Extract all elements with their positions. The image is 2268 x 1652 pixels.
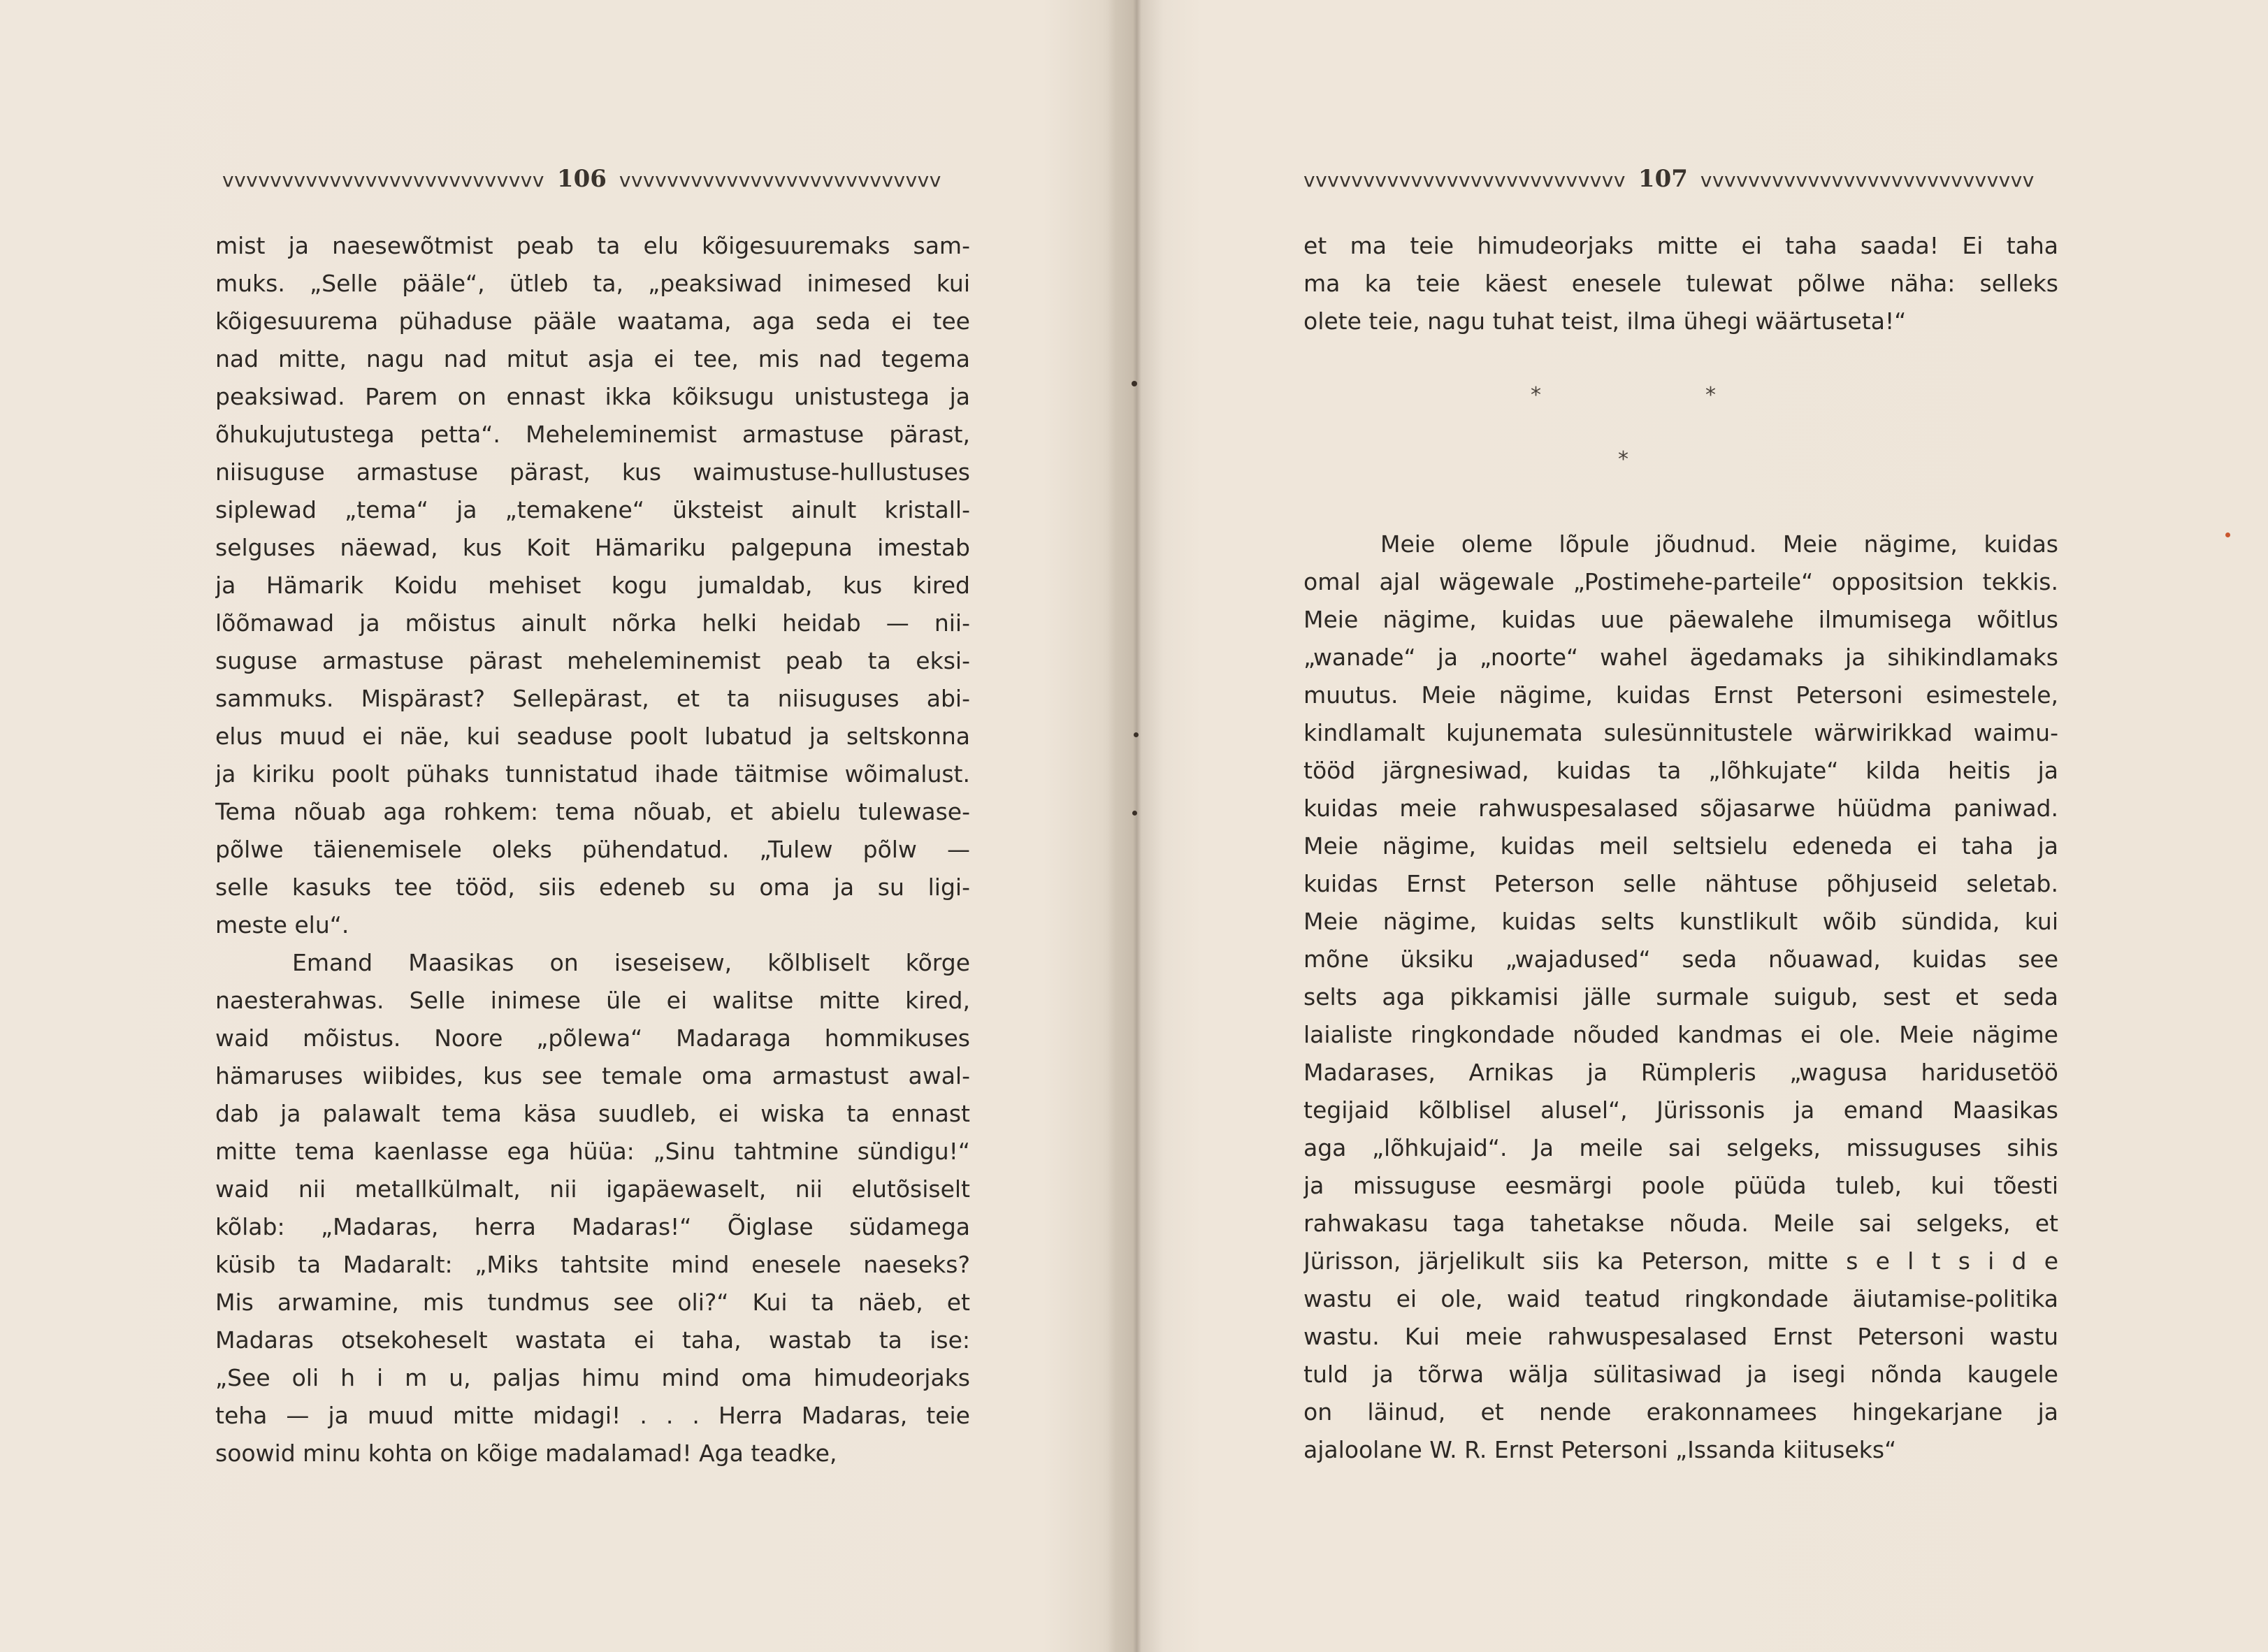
text-line: peaksiwad. Parem on ennast ikka kõiksugu unistustega ja [215,383,970,410]
text-line: sammuks. Mispärast? Sellepärast, et ta niisuguses abi- [215,685,970,712]
right-page-header [1303,165,2035,193]
text-line: selle kasuks tee tööd, siis edeneb su oma ja su ligi- [215,874,970,901]
text-line: lõõmawad ja mõistus ainult nõrka helki heidab — nii- [215,609,970,637]
text-line: on läinud, et nende erakonnamees hingekarjane ja [1303,1398,2058,1426]
text-line: „See oli h i m u, paljas himu mind oma himudeorjaks [215,1364,970,1391]
text-line: muks. „Selle pääle“, ütleb ta, „peaksiwad inimesed kui [215,270,970,297]
separator-asterisk: * [1705,383,1716,407]
text-line: elus muud ei näe, kui seaduse poolt lubatud ja seltskonna [215,723,970,750]
paper-speck [2225,532,2230,537]
text-line: ja kiriku poolt pühaks tunnistatud ihade täitmise wõimalust. [215,760,970,788]
separator-asterisk: * [1618,447,1628,472]
text-line: põlwe täienemisele oleks pühendatud. „Tulew põlw — [215,836,970,863]
text-line: suguse armastuse pärast meheleminemist peab ta eksi- [215,647,970,674]
right-page [1136,0,2268,1652]
text-line: Jürisson, järjelikult siis ka Peterson, mitte s e l t s i d e [1303,1247,2058,1275]
text-line: tuld ja tõrwa wälja sülitasiwad ja isegi nõnda kaugele [1303,1361,2058,1388]
header-ornament: vvvvvvvvvvvvvvvvvvvvvvvvvvv [619,168,941,191]
text-line: olete teie, nagu tuhat teist, ilma ühegi wäärtuseta!“ [1303,307,1907,335]
text-line: nad mitte, nagu nad mitut asja ei tee, mis nad tegema [215,345,970,372]
left-page [0,0,1132,1652]
text-line: rahwakasu taga tahetakse nõuda. Meile sai selgeks, et [1303,1210,2058,1237]
paper-speck [1132,811,1137,816]
text-line: Meie nägime, kuidas selts kunstlikult wõib sündida, kui [1303,908,2058,935]
text-line: tegijaid kõlblisel alusel“, Jürissonis ja emand Maasikas [1303,1096,2058,1124]
text-line: mitte tema kaenlasse ega hüüa: „Sinu tahtmine sündigu!“ [215,1138,970,1165]
text-line: ajaloolane W. R. Ernst Petersoni „Issanda kiituseks“ [1303,1436,1897,1463]
separator-asterisk: * [1531,383,1541,407]
text-line: mõne üksiku „wajadused“ seda nõuawad, kuidas see [1303,945,2058,973]
header-ornament: vvvvvvvvvvvvvvvvvvvvvvvvvvv [1303,168,1626,191]
text-line: „wanade“ ja „noorte“ wahel ägedamaks ja sihikindlamaks [1303,644,2058,671]
text-line: niisuguse armastuse pärast, kus waimustuse-hullustuses [215,458,970,486]
text-line: laialiste ringkondade nõuded kandmas ei ole. Meie nägime [1303,1021,2058,1048]
text-line: meste elu“. [215,911,349,939]
text-line: waid mõistus. Noore „põlewa“ Madaraga hommikuses [215,1024,970,1052]
text-line: õhukujutustega petta“. Meheleminemist armastuse pärast, [215,421,970,448]
text-line: aga „lõhkujaid“. Ja meile sai selgeks, missuguses sihis [1303,1134,2058,1161]
text-line: Meie nägime, kuidas meil seltsielu edeneda ei taha ja [1303,832,2058,860]
text-line: kõlab: „Madaras, herra Madaras!“ Õiglase südamega [215,1213,970,1240]
text-line: naesterahwas. Selle inimese üle ei walitse mitte kired, [215,987,970,1014]
text-line: et ma teie himudeorjaks mitte ei taha saada! Ei taha [1303,232,2058,259]
text-line: kindlamalt kujunemata sulesünnitustele wärwirikkad waimu- [1303,719,2058,746]
right-page-intro-text [1303,227,2058,340]
text-line: selguses näewad, kus Koit Hämariku palgepuna imestab [215,534,970,561]
paper-speck [1132,381,1137,386]
text-line: Madarases, Arnikas ja Rümpleris „wagusa haridusetöö [1303,1059,2058,1086]
header-ornament: vvvvvvvvvvvvvvvvvvvvvvvvvvv [222,168,544,191]
text-line: kuidas meie rahwuspesalased sõjasarwe hüüdma paniwad. [1303,795,2058,822]
page-number: 106 [556,165,607,193]
text-line: muutus. Meie nägime, kuidas Ernst Petersoni esimestele, [1303,681,2058,709]
text-line: wastu ei ole, waid teatud ringkondade äiutamise-politika [1303,1285,2058,1312]
text-line: kõigesuurema pühaduse pääle waatama, aga seda ei tee [215,307,970,335]
page-number: 107 [1638,165,1688,193]
right-page-text [1303,526,2058,1469]
left-page-header [222,165,941,193]
paper-speck [1134,732,1139,737]
text-line: siplewad „tema“ ja „temakene“ üksteist ainult kristall- [215,496,970,523]
text-line: Tema nõuab aga rohkem: tema nõuab, et abielu tulewase- [215,798,970,825]
text-line: Meie nägime, kuidas uue päewalehe ilmumisega wõitlus [1303,606,2058,633]
text-line: Madaras otsekoheselt wastata ei taha, wastab ta ise: [215,1326,970,1354]
text-line: tööd järgnesiwad, kuidas ta „lõhkujate“ kilda heitis ja [1303,757,2058,784]
text-line: ma ka teie käest enesele tulewat põlwe näha: selleks [1303,270,2058,297]
text-line: selts aga pikkamisi jälle surmale suigub, sest et seda [1303,983,2058,1010]
left-page-text [215,227,970,1472]
text-line: dab ja palawalt tema käsa suudleb, ei wiska ta ennast [215,1100,970,1127]
text-line: ja missuguse eesmärgi poole püüda tuleb, kui tõesti [1303,1172,2058,1199]
text-line: kuidas Ernst Peterson selle nähtuse põhjuseid seletab. [1303,870,2058,897]
text-line: wastu. Kui meie rahwuspesalased Ernst Petersoni wastu [1303,1323,2058,1350]
text-line: waid nii metallkülmalt, nii igapäewaselt, nii elutõsiselt [215,1175,970,1203]
text-line: küsib ta Madaralt: „Miks tahtsite mind enesele naeseks? [215,1251,970,1278]
text-line: mist ja naesewõtmist peab ta elu kõigesuuremaks sam- [215,232,970,259]
header-ornament: vvvvvvvvvvvvvvvvvvvvvvvvvvvv [1700,168,2035,191]
text-line: Meie oleme lõpule jõudnud. Meie nägime, kuidas [1380,530,2058,558]
text-line: Emand Maasikas on iseseisew, kõlbliselt kõrge [292,949,970,976]
text-line: soowid minu kohta on kõige madalamad! Aga teadke, [215,1440,837,1467]
text-line: ja Hämarik Koidu mehiset kogu jumaldab, kus kired [215,572,970,599]
text-line: omal ajal wägewale „Postimehe-parteile“ oppositsion tekkis. [1303,568,2058,595]
text-line: hämaruses wiibides, kus see temale oma armastust awal- [215,1062,970,1089]
text-line: Mis arwamine, mis tundmus see oli?“ Kui ta näeb, et [215,1289,970,1316]
text-line: teha — ja muud mitte midagi! . . . Herra Madaras, teie [215,1402,970,1429]
